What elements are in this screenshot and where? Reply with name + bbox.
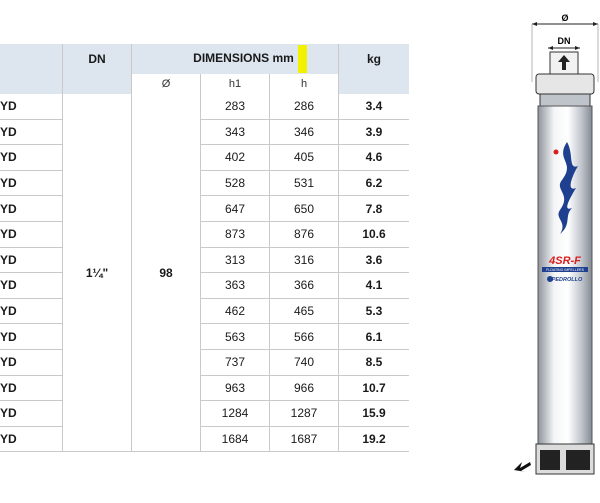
- table-row: [0, 349, 409, 375]
- table-row: [0, 221, 409, 247]
- table-row: [0, 196, 409, 222]
- h-cell: 966: [270, 375, 339, 401]
- table-row: [0, 170, 409, 196]
- kg-cell: 5.3: [339, 298, 410, 324]
- strainer-grid-left: [540, 450, 560, 470]
- dia-cell: 98: [132, 94, 201, 452]
- model-cell: YD: [0, 426, 63, 452]
- h-cell: 566: [270, 324, 339, 350]
- model-cell: YD: [0, 170, 63, 196]
- model-cell: YD: [0, 298, 63, 324]
- h1-cell: 462: [201, 298, 270, 324]
- kg-cell: 4.1: [339, 273, 410, 299]
- h1-cell: 402: [201, 145, 270, 171]
- pump-top-cap: [536, 74, 594, 94]
- h-cell: 876: [270, 221, 339, 247]
- dn-header: DN: [63, 44, 132, 74]
- h-cell: 1687: [270, 426, 339, 452]
- kg-cell: 19.2: [339, 426, 410, 452]
- model-cell: YD: [0, 145, 63, 171]
- kg-cell: 10.7: [339, 375, 410, 401]
- dn-arrow-left: [548, 46, 553, 50]
- dia-arrow-left: [532, 22, 537, 26]
- table-row: [0, 401, 409, 427]
- dn-label: DN: [557, 36, 571, 46]
- inlet-arrow-icon: [514, 462, 531, 472]
- dia-arrow-right: [593, 22, 598, 26]
- model-cell: YD: [0, 119, 63, 145]
- kg-cell: 3.9: [339, 119, 410, 145]
- model-cell: YD: [0, 247, 63, 273]
- h1-cell: 343: [201, 119, 270, 145]
- logo-star-icon: [554, 150, 559, 155]
- model-cell: YD: [0, 324, 63, 350]
- h1-cell: 737: [201, 349, 270, 375]
- brand-sub-label: FLOATING IMPELLERS: [546, 268, 584, 272]
- pump-drawing: [510, 12, 600, 492]
- h-cell: 366: [270, 273, 339, 299]
- h-subheader: h: [270, 74, 339, 94]
- table-row: [0, 145, 409, 171]
- h-cell: 531: [270, 170, 339, 196]
- model-cell: YD: [0, 349, 63, 375]
- h1-cell: 313: [201, 247, 270, 273]
- strainer-grid-right: [566, 450, 590, 470]
- kg-cell: 7.8: [339, 196, 410, 222]
- table-row: [0, 324, 409, 350]
- table-row: [0, 94, 409, 119]
- h-cell: 1287: [270, 401, 339, 427]
- h-cell: 465: [270, 298, 339, 324]
- dia-subheader: Ø: [132, 74, 201, 94]
- h1-cell: 283: [201, 94, 270, 119]
- h1-subheader: h1: [201, 74, 270, 94]
- model-cell: YD: [0, 273, 63, 299]
- maker-label: PEDROLLO: [551, 277, 583, 283]
- table-row: [0, 298, 409, 324]
- table-row: [0, 247, 409, 273]
- kg-header: kg: [366, 52, 381, 66]
- table-row: [0, 426, 409, 452]
- model-header: [0, 44, 63, 74]
- kg-cell: 4.6: [339, 145, 410, 171]
- kg-cell: 6.1: [339, 324, 410, 350]
- h1-cell: 528: [201, 170, 270, 196]
- h-cell: 405: [270, 145, 339, 171]
- table-row: [0, 273, 409, 299]
- kg-cell: 6.2: [339, 170, 410, 196]
- dimensions-header-label: DIMENSIONS mm: [193, 51, 294, 66]
- model-cell: YD: [0, 196, 63, 222]
- h1-cell: 363: [201, 273, 270, 299]
- kg-subheader: [339, 74, 410, 94]
- kg-cell: 3.6: [339, 247, 410, 273]
- table-row: [0, 119, 409, 145]
- h-cell: 316: [270, 247, 339, 273]
- dimensions-table: [0, 44, 409, 452]
- dn-arrow-right: [575, 46, 580, 50]
- h-cell: 650: [270, 196, 339, 222]
- h1-cell: 873: [201, 221, 270, 247]
- kg-cell: 3.4: [339, 94, 410, 119]
- model-cell: YD: [0, 401, 63, 427]
- model-cell: YD: [0, 221, 63, 247]
- dia-label: Ø: [561, 13, 569, 23]
- yellow-highlight: [298, 45, 307, 73]
- model-subheader: [0, 74, 63, 94]
- h1-cell: 1284: [201, 401, 270, 427]
- brand-label: 4SR-F: [549, 255, 581, 267]
- h-cell: 740: [270, 349, 339, 375]
- table-row: [0, 375, 409, 401]
- h1-cell: 563: [201, 324, 270, 350]
- h1-cell: 647: [201, 196, 270, 222]
- h1-cell: 963: [201, 375, 270, 401]
- h-cell: 286: [270, 94, 339, 119]
- dn-subheader: [63, 74, 132, 94]
- kg-cell: 15.9: [339, 401, 410, 427]
- kg-cell: 10.6: [339, 221, 410, 247]
- model-cell: YD: [0, 375, 63, 401]
- h-cell: 346: [270, 119, 339, 145]
- kg-cell: 8.5: [339, 349, 410, 375]
- model-cell: YD: [0, 94, 63, 119]
- dn-cell: 1¼": [63, 94, 132, 452]
- dimensions-header: [132, 44, 339, 74]
- table-body: [0, 94, 409, 452]
- h1-cell: 1684: [201, 426, 270, 452]
